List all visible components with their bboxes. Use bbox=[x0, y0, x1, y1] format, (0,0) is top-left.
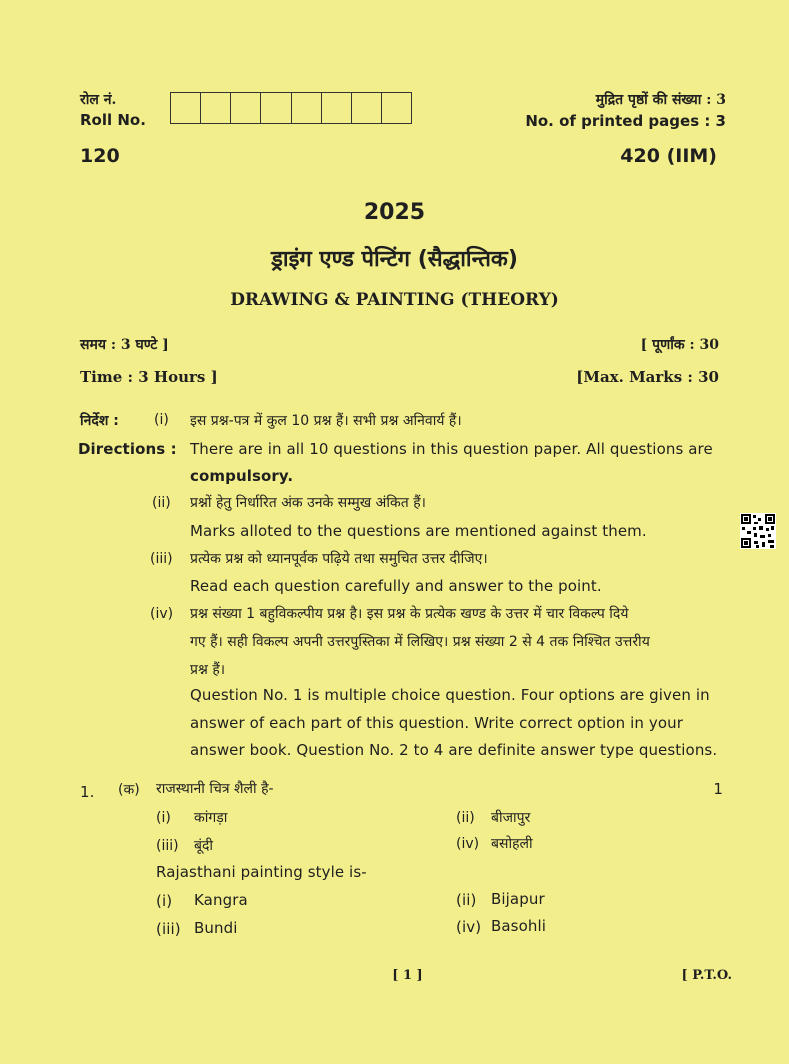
option-hi-4-text: बसोहली bbox=[491, 836, 533, 852]
question-1-text-hindi: राजस्थानी चित्र शैली है- bbox=[156, 781, 274, 797]
direction-4-english-line2: answer of each part of this question. Write correct option in your bbox=[190, 714, 683, 732]
option-hi-1-num: (i) bbox=[156, 810, 171, 826]
direction-4-english-line1: Question No. 1 is multiple choice question. Four options are given in bbox=[190, 686, 710, 704]
time-hindi: समय : 3 घण्टे ] bbox=[80, 337, 169, 353]
direction-1-english: There are in all 10 questions in this question paper. All questions are bbox=[190, 440, 713, 458]
roll-label-hindi: रोल नं. bbox=[80, 92, 117, 108]
question-1-marks: 1 bbox=[713, 780, 723, 798]
direction-3-num: (iii) bbox=[150, 551, 173, 567]
option-hi-2-num: (ii) bbox=[456, 810, 475, 826]
option-en-1-text: Kangra bbox=[194, 891, 248, 909]
qr-code bbox=[740, 513, 776, 549]
marks-english: [Max. Marks : 30 bbox=[576, 368, 719, 386]
direction-4-hindi-line3: प्रश्न हैं। bbox=[190, 662, 226, 678]
subject-title-english: DRAWING & PAINTING (THEORY) bbox=[230, 290, 559, 310]
option-hi-4-num: (iv) bbox=[456, 836, 480, 852]
time-english: Time : 3 Hours ] bbox=[80, 368, 218, 386]
directions-label-hindi: निर्देश : bbox=[80, 413, 119, 429]
paper-code-left: 120 bbox=[80, 145, 120, 167]
option-en-3-num: (iii) bbox=[156, 920, 181, 938]
option-en-2-num: (ii) bbox=[456, 891, 477, 909]
option-en-1-num: (i) bbox=[156, 892, 173, 910]
printed-pages-hindi: मुद्रित पृष्ठों की संख्या : 3 bbox=[595, 92, 726, 108]
question-1-text-english: Rajasthani painting style is- bbox=[156, 863, 367, 881]
direction-1-english-cont: compulsory. bbox=[190, 467, 294, 485]
direction-1-hindi: इस प्रश्न-पत्र में कुल 10 प्रश्न हैं। सभी प्रश्न अनिवार्य हैं। bbox=[190, 413, 462, 429]
direction-2-hindi: प्रश्नों हेतु निर्धारित अंक उनके सम्मुख अंकित हैं। bbox=[190, 495, 426, 511]
page-number: [ 1 ] bbox=[392, 968, 423, 983]
option-en-3-text: Bundi bbox=[194, 919, 238, 937]
pto-label: [ P.T.O. bbox=[681, 968, 732, 983]
direction-2-english: Marks alloted to the questions are mentioned against them. bbox=[190, 522, 647, 540]
direction-3-hindi: प्रत्येक प्रश्न को ध्यानपूर्वक पढ़िये तथा समुचित उत्तर दीजिए। bbox=[190, 551, 488, 567]
direction-1-num: (i) bbox=[154, 412, 169, 428]
option-hi-2-text: बीजापुर bbox=[491, 810, 531, 826]
option-hi-1-text: कांगड़ा bbox=[194, 810, 228, 826]
directions-label-english: Directions : bbox=[78, 440, 177, 458]
option-hi-3-text: बूंदी bbox=[194, 838, 214, 854]
direction-2-num: (ii) bbox=[152, 495, 171, 511]
exam-year: 2025 bbox=[363, 200, 426, 225]
paper-code-right: 420 (IIM) bbox=[620, 145, 717, 167]
direction-4-hindi-line1: प्रश्न संख्या 1 बहुविकल्पीय प्रश्न है। इस प्रश्न के प्रत्येक खण्ड के उत्तर में चार विकल्प दिये bbox=[190, 606, 629, 622]
option-hi-3-num: (iii) bbox=[156, 838, 179, 854]
option-en-4-text: Basohli bbox=[491, 917, 547, 935]
roll-number-boxes[interactable] bbox=[170, 92, 412, 124]
printed-pages-english: No. of printed pages : 3 bbox=[525, 112, 726, 130]
roll-label-english: Roll No. bbox=[80, 111, 146, 129]
marks-hindi: [ पूर्णांक : 30 bbox=[640, 337, 719, 353]
subject-title-hindi: ड्राइंग एण्ड पेन्टिंग (सैद्धान्तिक) bbox=[271, 247, 518, 272]
direction-3-english: Read each question carefully and answer to the point. bbox=[190, 577, 602, 595]
option-en-2-text: Bijapur bbox=[491, 890, 545, 908]
question-1-part: (क) bbox=[118, 782, 140, 798]
question-1-number: 1. bbox=[80, 783, 95, 801]
direction-4-hindi-line2: गए हैं। सही विकल्प अपनी उत्तरपुस्तिका में लिखिए। प्रश्न संख्या 2 से 4 तक निश्चित उत्तरीय bbox=[190, 634, 650, 650]
direction-4-english-line3: answer book. Question No. 2 to 4 are definite answer type questions. bbox=[190, 741, 718, 759]
direction-4-num: (iv) bbox=[150, 606, 174, 622]
option-en-4-num: (iv) bbox=[456, 918, 482, 936]
